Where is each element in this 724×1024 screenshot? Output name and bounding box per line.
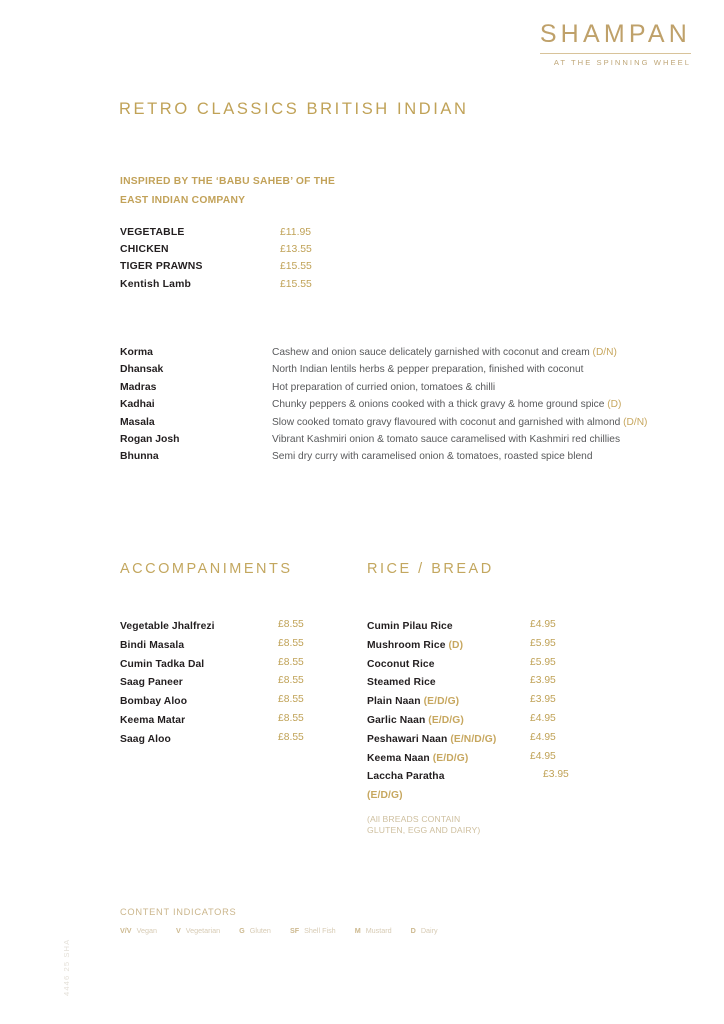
item-name: Saag Paneer [120, 677, 183, 689]
legend-title: CONTENT INDICATORS [120, 907, 237, 917]
curry-row [120, 448, 700, 465]
protein-name: TIGER PRAWNS [120, 261, 203, 273]
allergen-tag: (D/N) [623, 416, 648, 428]
list-item [367, 711, 592, 730]
curry-description: Vibrant Kashmiri onion & tomato sauce caramelised with Kashmiri red chillies [272, 434, 621, 446]
legend-code: V/V [120, 926, 132, 935]
item-price: £4.95 [530, 712, 556, 724]
curry-name: Kadhai [120, 399, 155, 411]
item-price: £3.95 [543, 769, 569, 781]
curry-description-list [120, 344, 700, 466]
item-price: £3.95 [530, 675, 556, 687]
item-name: Plain Naan (E/D/G) [367, 696, 460, 708]
brand-tagline: AT THE SPINNING WHEEL [553, 58, 691, 67]
legend-entry [411, 926, 438, 935]
item-price: £4.95 [530, 731, 556, 743]
list-item [367, 767, 569, 805]
list-item [367, 655, 592, 674]
allergen-tag: (E/D/G) [432, 752, 469, 764]
list-item [367, 749, 592, 768]
item-name: Steamed Rice [367, 677, 436, 689]
curry-description: Slow cooked tomato gravy flavoured with coconut and garnished with almond (D/N) [272, 416, 648, 428]
list-item [120, 711, 345, 730]
item-name: Vegetable Jhalfrezi [120, 621, 215, 632]
legend-code: M [354, 926, 361, 935]
protein-price: £11.95 [280, 227, 312, 238]
item-price: £8.55 [278, 712, 304, 724]
list-item [367, 730, 556, 749]
list-item [367, 636, 592, 655]
protein-row [120, 258, 350, 275]
item-price: £8.55 [278, 656, 304, 668]
list-item [120, 692, 345, 711]
bread-allergen-note: (All BREADS CONTAIN GLUTEN, EGG AND DAIRY) [367, 813, 481, 836]
legend-entry [239, 926, 271, 935]
item-price: £8.55 [278, 637, 304, 649]
curry-row [120, 379, 700, 396]
legend-entry [355, 926, 392, 935]
protein-row [120, 276, 350, 293]
legend-entries [120, 926, 520, 935]
curry-description: Cashew and onion sauce delicately garnished with coconut and cream (D/N) [272, 347, 617, 358]
legend-code: G [239, 926, 245, 935]
item-price: £8.55 [278, 694, 304, 706]
section-heading-accompaniments: ACCOMPANIMENTS [120, 561, 293, 577]
curry-name: Madras [120, 381, 157, 393]
item-name: Bombay Aloo [120, 696, 188, 708]
list-item [367, 617, 592, 636]
curry-name: Dhansak [120, 364, 164, 376]
allergen-tag: (D/N) [592, 347, 617, 358]
legend-label: Vegan [136, 926, 157, 935]
protein-price: £15.55 [280, 261, 312, 273]
brand-divider [540, 53, 691, 54]
item-name: Bindi Masala [120, 639, 185, 651]
protein-name: VEGETABLE [120, 227, 185, 238]
allergen-tag: (D) [448, 639, 464, 651]
item-name: Peshawari Naan (E/N/D/G) [367, 733, 497, 745]
protein-row [120, 241, 350, 258]
allergen-tag: (E/D/G) [423, 696, 460, 708]
accompaniments-list [120, 617, 345, 749]
legend-label: Dairy [420, 926, 438, 935]
item-name: Keema Matar [120, 714, 186, 726]
section-heading-rice-bread: RICE / BREAD [367, 561, 494, 577]
legend-code: D [410, 926, 416, 935]
legend-label: Vegetarian [185, 926, 221, 935]
protein-price: £15.55 [280, 278, 312, 290]
curry-row [120, 396, 700, 413]
item-name: Saag Aloo [120, 733, 171, 745]
brand-logo [540, 22, 691, 67]
protein-row [120, 224, 350, 241]
protein-price-list [120, 224, 350, 293]
content-indicators-legend [120, 907, 520, 935]
allergen-tag: (D) [607, 399, 622, 411]
list-item [120, 617, 345, 636]
curry-name: Masala [120, 416, 155, 428]
list-item [120, 655, 345, 674]
item-name: Cumin Pilau Rice [367, 621, 453, 632]
list-item [120, 636, 345, 655]
legend-code: V [175, 926, 181, 935]
list-item [367, 673, 592, 692]
legend-entry [290, 926, 336, 935]
curry-row [120, 361, 700, 378]
reference-code: 4446 25 SHA [62, 938, 71, 996]
allergen-tag: (E/D/G) [428, 714, 464, 726]
curry-name: Korma [120, 347, 153, 358]
protein-name: CHICKEN [120, 244, 169, 256]
curry-description: Semi dry curry with caramelised onion & tomatoes, roasted spice blend [272, 451, 593, 463]
item-name: Laccha Paratha (E/D/G) [367, 771, 445, 802]
item-price: £3.95 [530, 694, 556, 706]
item-price: £8.55 [278, 731, 304, 743]
item-price: £4.95 [530, 750, 556, 762]
curry-name: Bhunna [120, 451, 159, 463]
curry-description: North Indian lentils herbs & pepper preparation, finished with coconut [272, 364, 584, 376]
list-item [120, 730, 345, 749]
protein-name: Kentish Lamb [120, 278, 192, 290]
rice-bread-list [367, 617, 592, 837]
item-price: £4.95 [530, 619, 556, 630]
curry-description: Chunky peppers & onions cooked with a thick gravy & home ground spice (D) [272, 399, 622, 411]
item-name: Coconut Rice [367, 658, 435, 670]
brand-name: SHAMPAN [539, 20, 691, 48]
protein-price: £13.55 [280, 244, 312, 256]
curry-row [120, 431, 700, 448]
item-price: £5.95 [530, 637, 556, 649]
curry-name: Rogan Josh [120, 434, 180, 446]
curry-row [120, 344, 700, 361]
legend-code: SF [289, 926, 300, 935]
legend-label: Gluten [249, 926, 271, 935]
list-item [367, 692, 592, 711]
item-price: £8.55 [278, 675, 304, 687]
legend-label: Shell Fish [304, 926, 336, 935]
item-name: Garlic Naan (E/D/G) [367, 714, 464, 726]
item-name: Mushroom Rice (D) [367, 639, 464, 651]
item-price: £5.95 [530, 656, 556, 668]
allergen-tag: (E/D/G) [367, 790, 403, 802]
inspired-by-text: INSPIRED BY THE ‘BABU SAHEB’ OF THE EAST INDIAN COMPANY [120, 176, 336, 206]
legend-entry [120, 926, 157, 935]
curry-description: Hot preparation of curried onion, tomatoes & chilli [272, 381, 496, 393]
item-price: £8.55 [278, 619, 304, 630]
item-name: Keema Naan (E/D/G) [367, 752, 469, 764]
legend-label: Mustard [365, 926, 392, 935]
list-item [120, 673, 345, 692]
legend-entry [176, 926, 220, 935]
item-name: Cumin Tadka Dal [120, 658, 205, 670]
allergen-tag: (E/N/D/G) [450, 733, 497, 745]
page-title: RETRO CLASSICS BRITISH INDIAN [119, 100, 469, 118]
curry-row [120, 414, 700, 431]
